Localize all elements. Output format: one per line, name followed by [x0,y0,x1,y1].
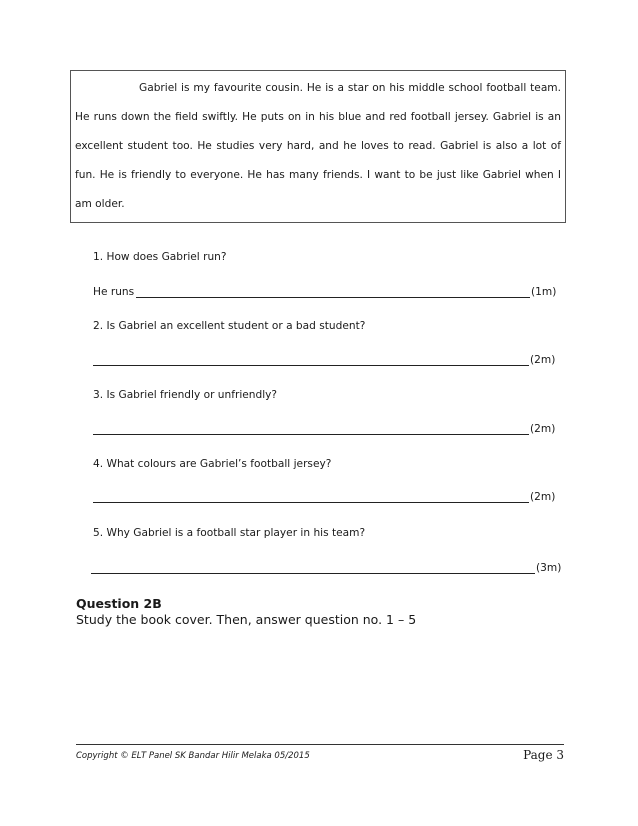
section-instruction: Study the book cover. Then, answer question no. 1 – 5 [76,612,417,627]
footer-divider [76,744,564,745]
question-2-text: 2. Is Gabriel an excellent student or a bad student? [93,320,366,332]
passage-line: Gabriel is my favourite cousin. He is a star on his middle school football team. [139,82,561,94]
question-4-answer-line[interactable] [93,502,529,503]
question-3-text: 3. Is Gabriel friendly or unfriendly? [93,389,278,401]
question-2-answer-line[interactable] [93,365,529,366]
section-title: Question 2B [76,596,162,611]
question-1-text: 1. How does Gabriel run? [93,251,227,263]
passage-line: fun. He is friendly to everyone. He has many friends. I want to be just like Gabriel when I [75,169,561,181]
question-1-marks: (1m) [531,286,557,298]
question-5-text: 5. Why Gabriel is a football star player in his team? [93,527,366,539]
question-1-answer-line[interactable] [136,297,530,298]
question-5-marks: (3m) [536,562,562,574]
question-4-marks: (2m) [530,491,556,503]
question-5-answer-line[interactable] [91,573,535,574]
question-4-text: 4. What colours are Gabriel’s football jersey? [93,458,332,470]
passage-line: excellent student too. He studies very hard, and he loves to read. Gabriel is also a lot of [75,140,561,152]
question-3-marks: (2m) [530,423,556,435]
footer-copyright: Copyright © ELT Panel SK Bandar Hilir Melaka 05/2015 [76,751,310,761]
passage-line: He runs down the field swiftly. He puts on in his blue and red football jersey. Gabriel is an [75,111,561,123]
reading-passage [70,70,566,223]
question-1-answer-prefix: He runs [93,286,135,298]
question-2-marks: (2m) [530,354,556,366]
passage-line: am older. [75,198,125,210]
page-number: Page 3 [523,748,564,762]
question-3-answer-line[interactable] [93,434,529,435]
